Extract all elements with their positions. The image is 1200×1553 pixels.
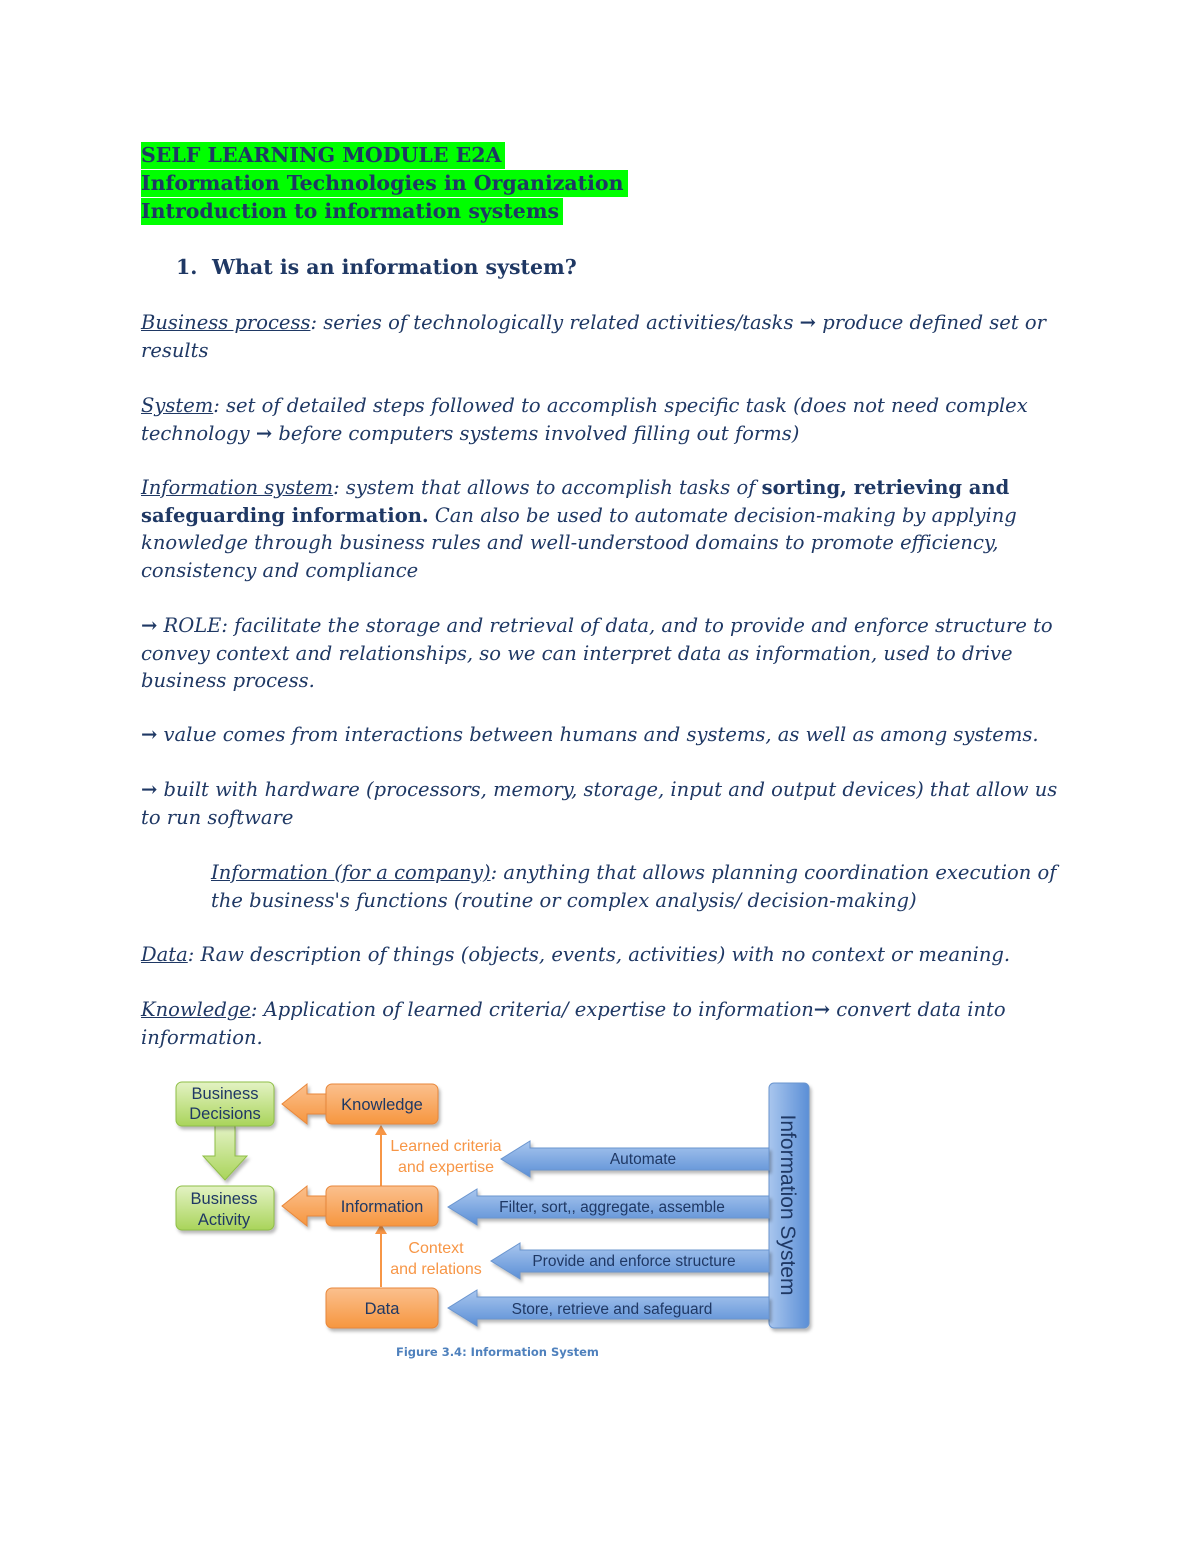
business-activity-label-1: Business [190, 1190, 258, 1208]
learned-criteria-label: Learned criteria [390, 1138, 502, 1155]
data-box [326, 1288, 438, 1328]
arrow-icon: → [799, 311, 817, 334]
course-title: Information Technologies in Organization [141, 170, 628, 197]
knowledge-box-label: Knowledge [341, 1096, 423, 1114]
relations-label: and relations [390, 1261, 482, 1278]
section-title: What is an information system? [212, 255, 577, 279]
arrow-icon: → [141, 723, 158, 746]
arrow-icon: → [141, 778, 158, 801]
business-activity-label-2: Activity [197, 1211, 251, 1229]
decisions-to-activity-arrow [203, 1126, 247, 1180]
knowledge-to-decisions-arrow [282, 1084, 326, 1124]
system-text-a: : set of detailed steps followed to accomplish specific task (does not need complex technology [141, 394, 1028, 445]
automate-label: Automate [609, 1151, 677, 1168]
store-arrow [448, 1290, 769, 1326]
module-title: SELF LEARNING MODULE E2A [141, 142, 505, 169]
business-decisions-label-2: Decisions [189, 1105, 261, 1123]
information-system-term: Information system [141, 476, 334, 499]
knowledge-text-b: convert data into information. [141, 998, 1006, 1049]
business-process-term: Business process [141, 311, 311, 334]
business-activity-box [176, 1186, 274, 1230]
information-box [326, 1186, 438, 1226]
store-label: Store, retrieve and safeguard [511, 1301, 713, 1318]
information-term: Information (for a company) [211, 861, 491, 884]
expertise-label: and expertise [397, 1159, 495, 1176]
information-system-text-a: : system that allows to accomplish tasks of [333, 476, 762, 499]
knowledge-term: Knowledge [141, 998, 251, 1021]
information-to-activity-arrow [282, 1186, 326, 1226]
value-text: value comes from interactions between humans and systems, as well as among systems. [157, 723, 1039, 746]
business-process-text-b: produce defined set or results [141, 311, 1046, 362]
knowledge-box [326, 1084, 438, 1124]
business-decisions-box [176, 1082, 274, 1126]
arrow-icon: → [255, 421, 273, 445]
system-term: System [141, 394, 214, 417]
filter-arrow [448, 1189, 769, 1225]
knowledge-text-a: : Application of learned criteria/ expertise to information [250, 998, 814, 1021]
information-system-bar [769, 1083, 809, 1328]
information-box-label: Information [340, 1198, 424, 1216]
figure-caption: Figure 3.4: Information System [396, 1345, 599, 1359]
arrow-icon: → [141, 614, 158, 637]
filter-label: Filter, sort,, aggregate, assemble [499, 1199, 725, 1216]
provide-structure-arrow [491, 1243, 769, 1279]
section-number: 1. [176, 255, 198, 279]
topic-title: Introduction to information systems [141, 198, 563, 225]
provide-structure-label: Provide and enforce structure [532, 1253, 736, 1270]
business-decisions-label-1: Business [191, 1085, 259, 1103]
business-process-text-a: : series of technologically related activities/tasks [310, 311, 800, 334]
information-system-label: Information System [776, 1114, 799, 1296]
system-text-b: before computers systems involved filling out forms) [272, 421, 800, 445]
information-system-text-b: Can also be used to automate decision-making by applying knowledge through business rules and well-understood domains to promote efficiency, consistency and compliance [141, 503, 1017, 582]
data-text: : Raw description of things (objects, events, activities) with no context or meaning. [187, 943, 1011, 966]
information-text: : anything that allows planning coordination execution of the business's functions (routine or complex analysis/ decision-making) [211, 861, 1057, 912]
information-to-knowledge-arrow [375, 1125, 387, 1186]
role-text: ROLE: facilitate the storage and retrieval of data, and to provide and enforce structure to convey context and relationships, so we can interpret data as information, used to drive business process. [141, 614, 1053, 692]
information-system-bold: sorting, retrieving and safeguarding information. [141, 476, 1010, 527]
built-text: built with hardware (processors, memory, storage, input and output devices) that allow us to run software [141, 778, 1058, 829]
data-box-label: Data [364, 1300, 400, 1318]
context-label: Context [408, 1240, 464, 1257]
data-to-information-arrow [375, 1224, 387, 1287]
data-term: Data [141, 943, 188, 966]
arrow-icon: → [813, 998, 831, 1021]
automate-arrow [501, 1141, 769, 1177]
